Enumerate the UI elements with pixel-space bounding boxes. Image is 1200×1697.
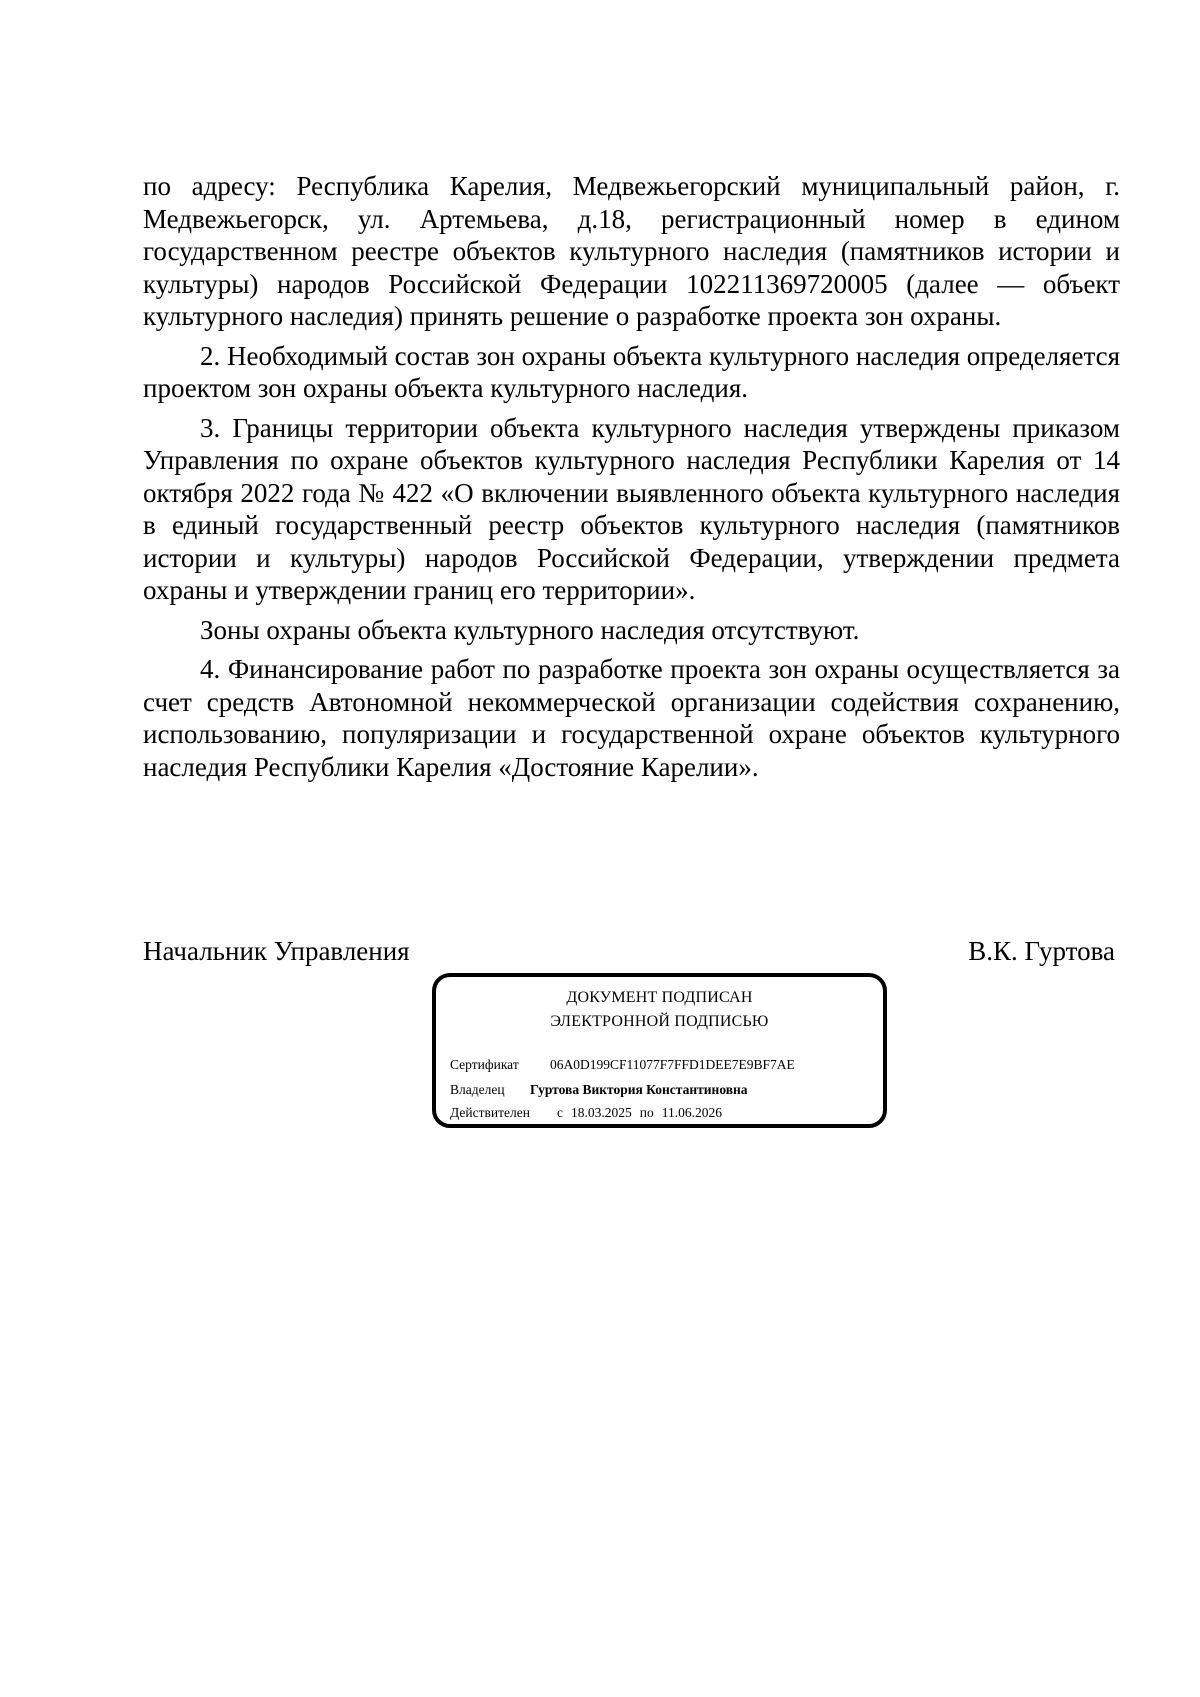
stamp-validity-label: Действителен	[450, 1105, 530, 1120]
stamp-owner-label: Владелец	[450, 1082, 505, 1097]
paragraph-address-continuation: по адресу: Республика Карелия, Медвежьегорский муниципальный район, г. Медвежьегорск, ул. Артемьева, д.18, регистрационный номер в едином государственном реестре объектов культурного наследия (памятников истории и культуры) народов Российской Федерации 102211369720005 (далее — объект культурного наследия) принять решение о разработке проекта зон охраны.	[143, 171, 1120, 331]
stamp-owner-row	[450, 1080, 748, 1100]
stamp-certificate-label: Сертификат	[450, 1057, 519, 1072]
stamp-owner-value: Гуртова Виктория Константиновна	[530, 1082, 748, 1097]
paragraph-item-3: 3. Границы территории объекта культурного наследия утверждены приказом Управления по охране объектов культурного наследия Республики Карелия от 14 октября 2022 года № 422 «О включении выявленного объекта культурного наследия в единый государственный реестр объектов культурного наследия (памятников истории и культуры) народов Российской Федерации, утверждении предмета охраны и утверждении границ его территории».	[143, 412, 1120, 605]
paragraph-item-4: 4. Финансирование работ по разработке проекта зон охраны осуществляется за счет средств Автономной некоммерческой организации содействия сохранению, использованию, популяризации и государственной охране объектов культурного наследия Республики Карелия «Достояние Карелии».	[143, 654, 1120, 782]
document-body	[143, 170, 1120, 790]
stamp-title-line-1: ДОКУМЕНТ ПОДПИСАН	[566, 989, 753, 1006]
stamp-valid-from: 18.03.2025	[571, 1105, 632, 1120]
stamp-certificate-row	[450, 1055, 795, 1075]
stamp-valid-to-prefix: по	[639, 1105, 654, 1120]
electronic-signature-stamp	[432, 973, 887, 1128]
signer-position: Начальник Управления	[143, 936, 410, 966]
signer-name: В.К. Гуртова	[968, 936, 1115, 966]
stamp-valid-from-prefix: с	[557, 1105, 563, 1120]
stamp-title	[436, 986, 883, 1034]
paragraph-zones-absent: Зоны охраны объекта культурного наследия отсутствуют.	[200, 614, 860, 645]
stamp-title-line-2: ЭЛЕКТРОННОЙ ПОДПИСЬЮ	[550, 1013, 769, 1030]
stamp-valid-to: 11.06.2026	[661, 1105, 722, 1120]
stamp-validity-row	[450, 1103, 722, 1123]
signature-block	[143, 933, 1115, 969]
stamp-certificate-value: 06A0D199CF11077F7FFD1DEE7E9BF7AE	[550, 1057, 795, 1072]
paragraph-item-2: 2. Необходимый состав зон охраны объекта культурного наследия определяется проектом зон охраны объекта культурного наследия.	[143, 340, 1120, 403]
